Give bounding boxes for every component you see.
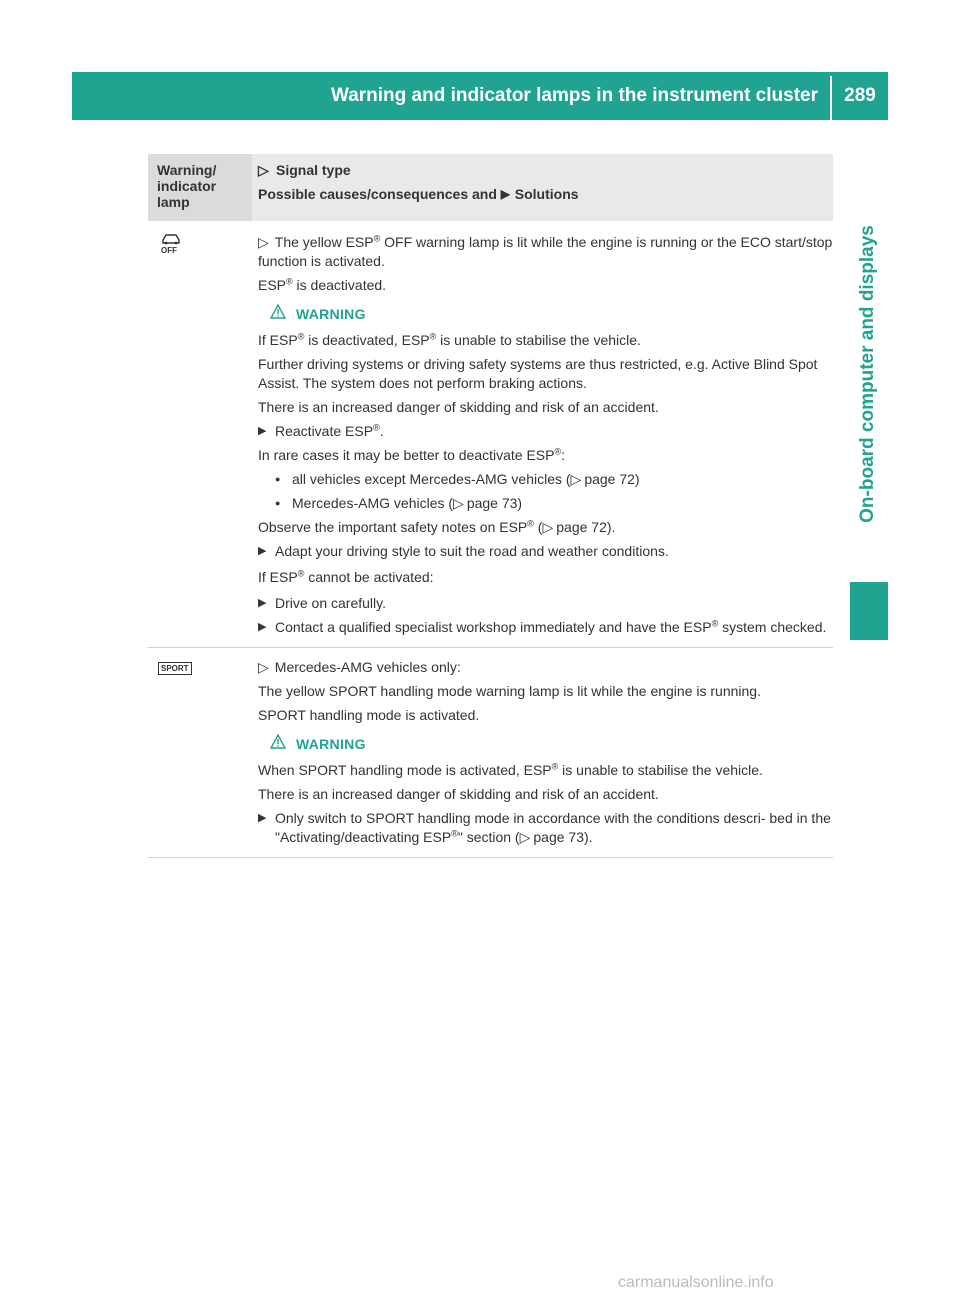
warning-heading <box>258 304 833 324</box>
text: system checked. <box>718 619 827 635</box>
arrow-icon: ▶ <box>500 187 511 201</box>
text: The yellow SPORT handling mode warning lamp is lit while the engine is running. <box>258 683 761 699</box>
list-item <box>275 470 833 489</box>
bullet-icon: ● <box>275 474 281 484</box>
signal-column-header <box>258 161 579 203</box>
instruction-step <box>258 618 833 637</box>
section-title: Warning and indicator lamps in the instrument cluster <box>330 85 818 106</box>
text: Reactivate ESP <box>275 423 374 439</box>
page-ref-icon: ▷ <box>570 471 582 487</box>
text: . <box>379 423 384 439</box>
bullet-icon: ● <box>275 498 281 508</box>
registered-mark: ® <box>554 446 562 457</box>
text: In rare cases it may be better to deactivate ESP <box>258 447 555 463</box>
esp-off-lamp-icon <box>158 233 184 256</box>
row-content <box>258 658 833 847</box>
text: is unable to stabilise the vehicle. <box>436 332 641 348</box>
instruction-step <box>258 422 833 441</box>
page-number: 289 <box>844 85 876 106</box>
signal-type-label: Signal type <box>276 162 351 178</box>
watermark: carmanualsonline.info <box>618 1274 774 1291</box>
instruction-step <box>258 809 833 847</box>
page-reference-link[interactable]: page 72) <box>584 471 640 487</box>
signal-icon: ▷ <box>258 161 269 178</box>
registered-mark: ® <box>551 761 559 772</box>
registered-mark: ® <box>451 828 458 839</box>
registered-mark: ® <box>297 568 305 579</box>
esp-off-lamp-label: OFF <box>161 246 177 255</box>
sport-lamp-label: SPORT <box>158 662 192 675</box>
text: all vehicles except Mercedes-AMG vehicles ( <box>292 471 571 487</box>
text: is unable to stabilise the vehicle. <box>558 762 763 778</box>
row-content <box>258 233 833 637</box>
registered-mark: ® <box>373 233 381 244</box>
warning-heading <box>258 734 833 754</box>
page-header <box>72 72 888 120</box>
text: There is an increased danger of skidding and risk of an accident. <box>258 399 659 415</box>
arrow-icon: ▶ <box>258 425 267 437</box>
registered-mark: ® <box>711 618 719 629</box>
arrow-icon: ▶ <box>258 621 267 633</box>
warning-label: WARNING <box>296 735 366 752</box>
registered-mark: ® <box>373 422 380 433</box>
registered-mark: ® <box>527 518 534 529</box>
text: is deactivated, ESP <box>304 332 430 348</box>
sport-lamp-icon <box>158 660 192 675</box>
lamp-header-line: lamp <box>157 194 190 210</box>
text: cannot be activated: <box>304 569 434 585</box>
text: Further driving systems or driving safety systems are thus restricted, e.g. Active Blind Spot Assist. The system does not perform braking actions. <box>258 356 818 391</box>
solutions-label: Solutions <box>514 186 579 202</box>
table-row <box>148 648 833 858</box>
registered-mark: ® <box>429 331 437 342</box>
text: When SPORT handling mode is activated, ESP <box>258 762 552 778</box>
text: Observe the important safety notes on ESP <box>258 519 528 535</box>
text: If ESP <box>258 569 298 585</box>
text: Drive on carefully. <box>275 595 387 611</box>
text: SPORT handling mode is activated. <box>258 707 480 723</box>
warning-triangle-icon <box>270 304 296 324</box>
warning-label: WARNING <box>296 305 366 322</box>
text: ESP <box>258 277 287 293</box>
lamp-column-header <box>148 154 252 221</box>
lamp-header-line: Warning/ <box>157 162 217 178</box>
arrow-icon: ▶ <box>258 597 267 609</box>
signal-icon: ▷ <box>258 234 269 250</box>
side-tab-marker <box>850 582 888 640</box>
page-reference-link[interactable]: page 73) <box>466 495 523 511</box>
signal-icon: ▷ <box>258 659 269 675</box>
instruction-step <box>258 594 833 613</box>
text: ( <box>533 519 543 535</box>
text: There is an increased danger of skidding and risk of an accident. <box>258 786 659 802</box>
warning-lamp-table <box>148 154 833 858</box>
arrow-icon: ▶ <box>258 812 267 824</box>
causes-label: Possible causes/consequences and <box>258 186 497 202</box>
page-ref-icon: ▷ <box>453 495 464 511</box>
text: OFF warning lamp is lit while the engine is running or the ECO start/stop function is activated. <box>258 234 833 269</box>
text: The yellow ESP <box>274 234 374 250</box>
lamp-header-line: indicator <box>157 178 217 194</box>
table-row <box>148 221 833 648</box>
text: Contact a qualified specialist workshop immediately and have the ESP <box>275 619 712 635</box>
side-tab-label: On-board computer and displays <box>857 225 878 523</box>
text: Adapt your driving style to suit the road and weather conditions. <box>275 543 669 559</box>
page-reference-link[interactable]: page 72). <box>556 519 616 535</box>
text: Mercedes-AMG vehicles ( <box>292 495 454 511</box>
text: " section ( <box>457 829 520 845</box>
text: Only switch to SPORT handling mode in accordance with the conditions descri- bed in the "Activating/deactivating ESP <box>275 810 831 845</box>
text: If ESP <box>258 332 298 348</box>
registered-mark: ® <box>286 276 293 287</box>
page-reference-link[interactable]: page 73). <box>533 829 593 845</box>
registered-mark: ® <box>297 331 305 342</box>
text: : <box>561 447 566 463</box>
instruction-step <box>258 542 833 561</box>
warning-triangle-icon <box>270 734 296 754</box>
page-ref-icon: ▷ <box>519 829 531 845</box>
arrow-icon: ▶ <box>258 545 267 557</box>
list-item <box>275 494 833 513</box>
page-ref-icon: ▷ <box>542 519 554 535</box>
text: Mercedes-AMG vehicles only: <box>274 659 461 675</box>
table-header <box>148 154 833 221</box>
text: is deactivated. <box>292 277 387 293</box>
